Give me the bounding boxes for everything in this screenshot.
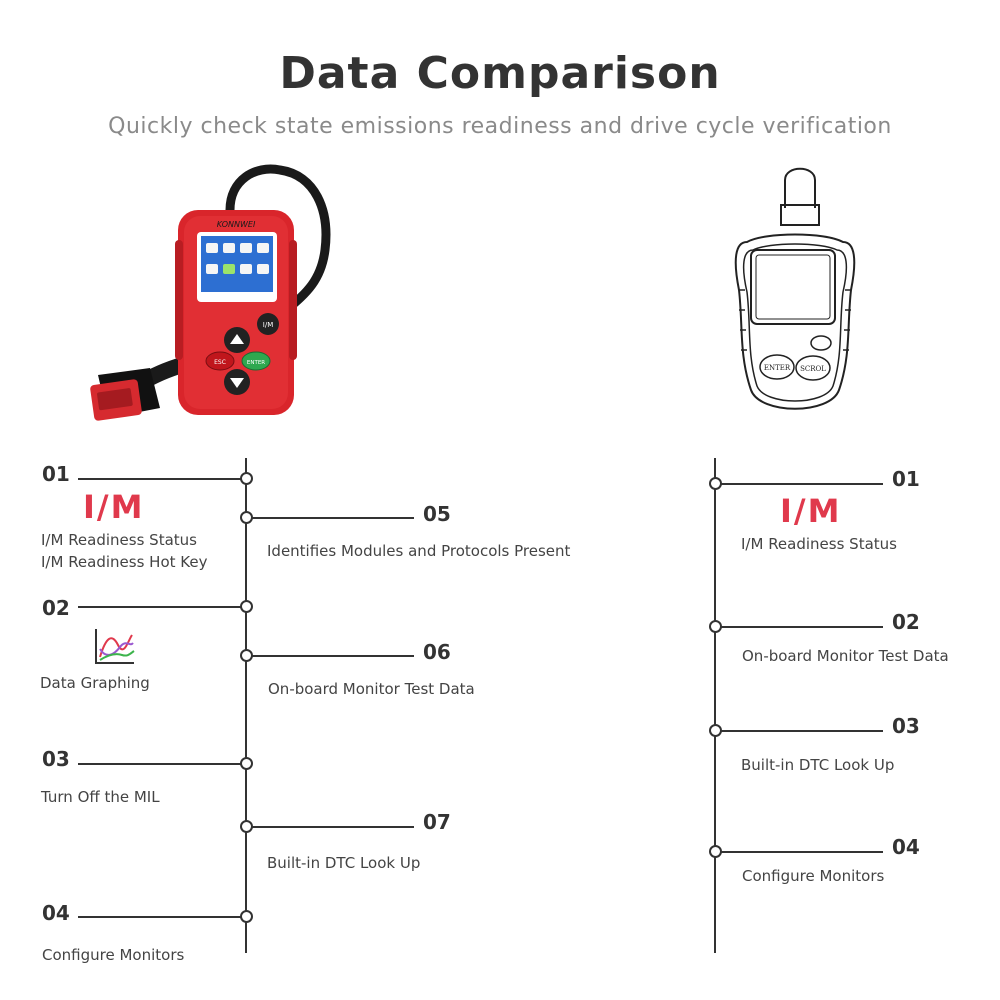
feature-02-number: 02 [42, 596, 70, 620]
feature-07-label: Built-in DTC Look Up [267, 854, 421, 872]
right-feature-01-label: I/M Readiness Status [741, 535, 897, 553]
right-feature-02-number: 02 [892, 610, 920, 634]
esc-key-label: ESC [214, 359, 226, 366]
timeline-node [709, 845, 722, 858]
feature-05-label: Identifies Modules and Protocols Present [267, 542, 571, 560]
right-feature-03-label: Built-in DTC Look Up [741, 756, 895, 774]
feature-04-number: 04 [42, 901, 70, 925]
timeline-node [709, 477, 722, 490]
enter-key-label: ENTER [246, 360, 266, 366]
connector-line [715, 483, 883, 485]
right-feature-04-number: 04 [892, 835, 920, 859]
im-key-label: I/M [262, 321, 274, 329]
right-feature-02-label: On-board Monitor Test Data [742, 647, 949, 665]
feature-01-number: 01 [42, 462, 70, 486]
brand-label: KONNWEI [216, 220, 256, 229]
feature-07-number: 07 [423, 810, 451, 834]
feature-06-number: 06 [423, 640, 451, 664]
feature-03-label: Turn Off the MIL [41, 788, 160, 806]
feature-05-number: 05 [423, 502, 451, 526]
timeline-node [709, 724, 722, 737]
feature-04-label: Configure Monitors [42, 946, 185, 964]
page-title: Data Comparison [279, 48, 721, 99]
connector-line [715, 730, 883, 732]
connector-line [715, 851, 883, 853]
right-feature-04-label: Configure Monitors [742, 867, 885, 885]
feature-02-label: Data Graphing [40, 674, 150, 692]
right-feature-01-number: 01 [892, 467, 920, 491]
right-im-badge: I/M [780, 492, 842, 530]
scroll-key-drawing-label: SCROL [800, 365, 826, 373]
feature-01-label-2: I/M Readiness Hot Key [41, 553, 208, 571]
right-timeline-axis [714, 458, 716, 953]
feature-06-label: On-board Monitor Test Data [268, 680, 475, 698]
right-feature-03-number: 03 [892, 714, 920, 738]
enter-key-drawing-label: ENTER [763, 364, 791, 372]
connector-line [715, 626, 883, 628]
feature-01-label-1: I/M Readiness Status [41, 531, 197, 549]
timeline-node [709, 620, 722, 633]
page-subtitle: Quickly check state emissions readiness and drive cycle verification [108, 114, 892, 139]
im-badge: I/M [83, 488, 145, 526]
feature-03-number: 03 [42, 747, 70, 771]
